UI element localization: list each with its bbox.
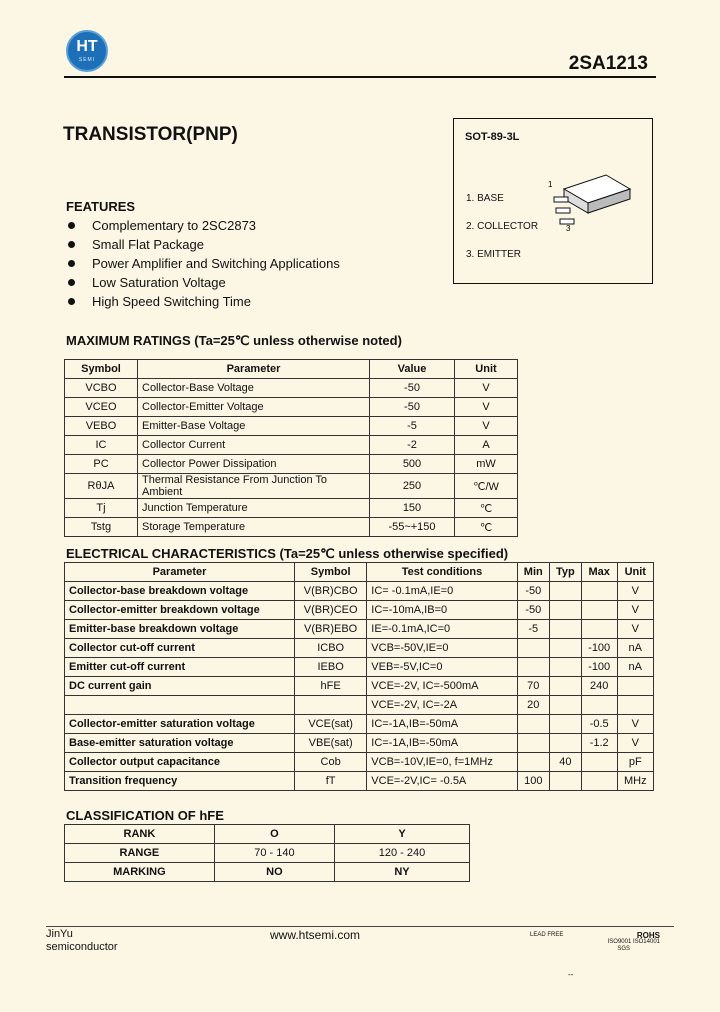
table-cell: Storage Temperature <box>138 518 370 537</box>
table-cell <box>549 772 581 791</box>
certification-block <box>530 932 660 953</box>
col-header: Parameter <box>138 360 370 379</box>
table-cell: Y <box>334 825 469 844</box>
col-header: Symbol <box>65 360 138 379</box>
table-cell: -100 <box>581 639 617 658</box>
electrical-table <box>64 562 654 791</box>
table-cell: 100 <box>517 772 549 791</box>
table-row <box>65 772 654 791</box>
table-cell: V(BR)CBO <box>295 582 367 601</box>
table-cell: hFE <box>295 677 367 696</box>
table-cell: -100 <box>581 658 617 677</box>
svg-text:3: 3 <box>566 224 571 233</box>
table-cell: -5 <box>517 620 549 639</box>
max-ratings-heading: MAXIMUM RATINGS (Ta=25℃ unless otherwise noted) <box>66 333 402 348</box>
table-cell: Collector-Emitter Voltage <box>138 398 370 417</box>
sot89-package-icon <box>546 167 646 247</box>
table-cell: Collector-Base Voltage <box>138 379 370 398</box>
table-cell: Thermal Resistance From Junction To Ambient <box>138 474 370 499</box>
table-row <box>65 696 654 715</box>
table-cell: V <box>617 715 653 734</box>
table-row <box>65 582 654 601</box>
table-cell: VCB=-10V,IE=0, f=1MHz <box>367 753 517 772</box>
feature-item: Small Flat Package <box>68 235 340 254</box>
table-cell: Tj <box>65 499 138 518</box>
table-cell: V(BR)CEO <box>295 601 367 620</box>
table-cell: O <box>214 825 334 844</box>
table-cell: IC <box>65 436 138 455</box>
table-cell: A <box>455 436 518 455</box>
table-cell: pF <box>617 753 653 772</box>
table-cell: RANK <box>65 825 215 844</box>
table-cell: VCE=-2V, IC=-2A <box>367 696 517 715</box>
table-cell: RθJA <box>65 474 138 499</box>
table-cell: DC current gain <box>65 677 295 696</box>
table-cell <box>581 601 617 620</box>
table-cell: -55~+150 <box>370 518 455 537</box>
table-cell: 240 <box>581 677 617 696</box>
pin-2-label: 2. COLLECTOR <box>466 221 539 232</box>
table-cell: MARKING <box>65 863 215 882</box>
table-cell: -2 <box>370 436 455 455</box>
col-header: Typ <box>549 563 581 582</box>
table-row <box>65 417 518 436</box>
table-cell: nA <box>617 658 653 677</box>
table-cell: Collector-emitter breakdown voltage <box>65 601 295 620</box>
cert-iso: ISO9001 ISO14001 <box>607 939 660 945</box>
page-title: TRANSISTOR(PNP) <box>63 124 238 145</box>
table-cell: Tstg <box>65 518 138 537</box>
table-cell: VEBO <box>65 417 138 436</box>
package-box <box>453 118 653 284</box>
table-row <box>65 863 470 882</box>
table-cell: Emitter cut-off current <box>65 658 295 677</box>
table-cell <box>295 696 367 715</box>
table-row <box>65 436 518 455</box>
svg-text:1: 1 <box>548 180 553 189</box>
col-header: Test conditions <box>367 563 517 582</box>
table-row <box>65 398 518 417</box>
logo-text: HT <box>76 38 98 55</box>
table-cell: fT <box>295 772 367 791</box>
table-row <box>65 379 518 398</box>
table-cell <box>581 772 617 791</box>
col-header: Min <box>517 563 549 582</box>
col-header: Value <box>370 360 455 379</box>
table-cell: -1.2 <box>581 734 617 753</box>
table-cell: VCB=-50V,IE=0 <box>367 639 517 658</box>
table-row <box>65 825 470 844</box>
part-number: 2SA1213 <box>568 53 648 74</box>
table-cell <box>549 658 581 677</box>
table-cell: V <box>455 417 518 436</box>
table-cell <box>549 696 581 715</box>
table-cell: V <box>617 582 653 601</box>
table-cell <box>549 582 581 601</box>
table-row <box>65 844 470 863</box>
table-cell: NY <box>334 863 469 882</box>
table-cell: Base-emitter saturation voltage <box>65 734 295 753</box>
col-header: Parameter <box>65 563 295 582</box>
table-cell: -50 <box>517 582 549 601</box>
max-ratings-table <box>64 359 518 537</box>
table-cell: PC <box>65 455 138 474</box>
table-row <box>65 455 518 474</box>
table-cell: ℃ <box>455 518 518 537</box>
table-cell: V <box>455 379 518 398</box>
table-cell: IE=-0.1mA,IC=0 <box>367 620 517 639</box>
footer-company <box>46 928 118 954</box>
company-line-1: JinYu <box>46 928 73 940</box>
cert-sgs: SGS <box>617 946 630 952</box>
table-cell: 40 <box>549 753 581 772</box>
table-cell: ℃/W <box>455 474 518 499</box>
table-cell <box>581 620 617 639</box>
features-list <box>68 216 340 311</box>
table-cell: VCE(sat) <box>295 715 367 734</box>
feature-item: Low Saturation Voltage <box>68 273 340 292</box>
table-cell <box>517 753 549 772</box>
table-cell <box>581 582 617 601</box>
table-cell: NO <box>214 863 334 882</box>
table-cell <box>617 696 653 715</box>
table-cell: Junction Temperature <box>138 499 370 518</box>
col-header: Unit <box>617 563 653 582</box>
cert-lead-free: LEAD FREE <box>530 932 564 938</box>
table-cell: Collector-base breakdown voltage <box>65 582 295 601</box>
table-cell <box>549 677 581 696</box>
table-cell: ICBO <box>295 639 367 658</box>
table-cell: MHz <box>617 772 653 791</box>
table-cell: -50 <box>370 398 455 417</box>
table-cell <box>549 620 581 639</box>
table-cell: -50 <box>370 379 455 398</box>
table-cell: VCBO <box>65 379 138 398</box>
company-line-2: semiconductor <box>46 941 118 953</box>
table-cell <box>517 715 549 734</box>
package-name: SOT-89-3L <box>465 131 520 143</box>
table-cell: IC=-1A,IB=-50mA <box>367 734 517 753</box>
table-cell: V(BR)EBO <box>295 620 367 639</box>
table-cell <box>549 715 581 734</box>
table-cell: IC=-1A,IB=-50mA <box>367 715 517 734</box>
table-cell: -5 <box>370 417 455 436</box>
page-marker: -- <box>568 970 574 979</box>
table-cell: RANGE <box>65 844 215 863</box>
table-cell: VCE=-2V, IC=-500mA <box>367 677 517 696</box>
table-cell: 150 <box>370 499 455 518</box>
table-cell <box>581 696 617 715</box>
table-cell: VCEO <box>65 398 138 417</box>
table-cell: VEB=-5V,IC=0 <box>367 658 517 677</box>
table-cell: Transition frequency <box>65 772 295 791</box>
col-header: Unit <box>455 360 518 379</box>
logo-subtext: SEMI <box>78 57 96 63</box>
table-cell: -0.5 <box>581 715 617 734</box>
table-cell: ℃ <box>455 499 518 518</box>
table-cell: Cob <box>295 753 367 772</box>
table-cell: V <box>617 734 653 753</box>
table-cell: 120 - 240 <box>334 844 469 863</box>
table-cell: 500 <box>370 455 455 474</box>
header-divider <box>64 76 656 78</box>
table-row <box>65 620 654 639</box>
features-heading: FEATURES <box>66 199 136 214</box>
table-row <box>65 677 654 696</box>
table-cell: -50 <box>517 601 549 620</box>
table-cell: Collector Power Dissipation <box>138 455 370 474</box>
website-link[interactable]: www.htsemi.com <box>270 928 361 942</box>
table-cell <box>517 658 549 677</box>
table-cell: V <box>617 601 653 620</box>
table-cell: VCE=-2V,IC= -0.5A <box>367 772 517 791</box>
col-header: Symbol <box>295 563 367 582</box>
table-cell <box>549 639 581 658</box>
table-cell: Collector cut-off current <box>65 639 295 658</box>
electrical-heading: ELECTRICAL CHARACTERISTICS (Ta=25℃ unless otherwise specified) <box>66 546 509 561</box>
table-row <box>65 499 518 518</box>
table-cell: 70 - 140 <box>214 844 334 863</box>
table-row <box>65 518 518 537</box>
table-cell <box>549 734 581 753</box>
table-row <box>65 474 518 499</box>
table-cell: VBE(sat) <box>295 734 367 753</box>
table-cell: Emitter-base breakdown voltage <box>65 620 295 639</box>
table-cell: 20 <box>517 696 549 715</box>
table-cell: 70 <box>517 677 549 696</box>
table-cell: mW <box>455 455 518 474</box>
feature-item: Complementary to 2SC2873 <box>68 216 340 235</box>
table-cell <box>581 753 617 772</box>
table-row <box>65 639 654 658</box>
table-cell: Collector output capacitance <box>65 753 295 772</box>
footer-divider <box>46 926 674 927</box>
table-cell: Emitter-Base Voltage <box>138 417 370 436</box>
table-cell <box>617 677 653 696</box>
pin-3-label: 3. EMITTER <box>466 249 522 260</box>
table-cell: IC=-10mA,IB=0 <box>367 601 517 620</box>
table-row <box>65 601 654 620</box>
table-row <box>65 753 654 772</box>
cert-rohs: ROHS <box>636 931 660 940</box>
feature-item: Power Amplifier and Switching Applications <box>68 254 340 273</box>
pin-1-label: 1. BASE <box>466 193 504 204</box>
company-logo <box>66 30 108 72</box>
classification-table <box>64 824 470 882</box>
table-cell: V <box>617 620 653 639</box>
classification-heading: CLASSIFICATION OF hFE <box>66 808 224 823</box>
table-cell: Collector Current <box>138 436 370 455</box>
table-cell: 250 <box>370 474 455 499</box>
table-row <box>65 715 654 734</box>
table-cell <box>517 734 549 753</box>
table-cell: nA <box>617 639 653 658</box>
table-cell: IEBO <box>295 658 367 677</box>
table-cell <box>517 639 549 658</box>
table-row <box>65 734 654 753</box>
table-cell <box>65 696 295 715</box>
col-header: Max <box>581 563 617 582</box>
table-cell: V <box>455 398 518 417</box>
table-cell <box>549 601 581 620</box>
table-cell: Collector-emitter saturation voltage <box>65 715 295 734</box>
table-cell: IC= -0.1mA,IE=0 <box>367 582 517 601</box>
feature-item: High Speed Switching Time <box>68 292 340 311</box>
table-row <box>65 658 654 677</box>
